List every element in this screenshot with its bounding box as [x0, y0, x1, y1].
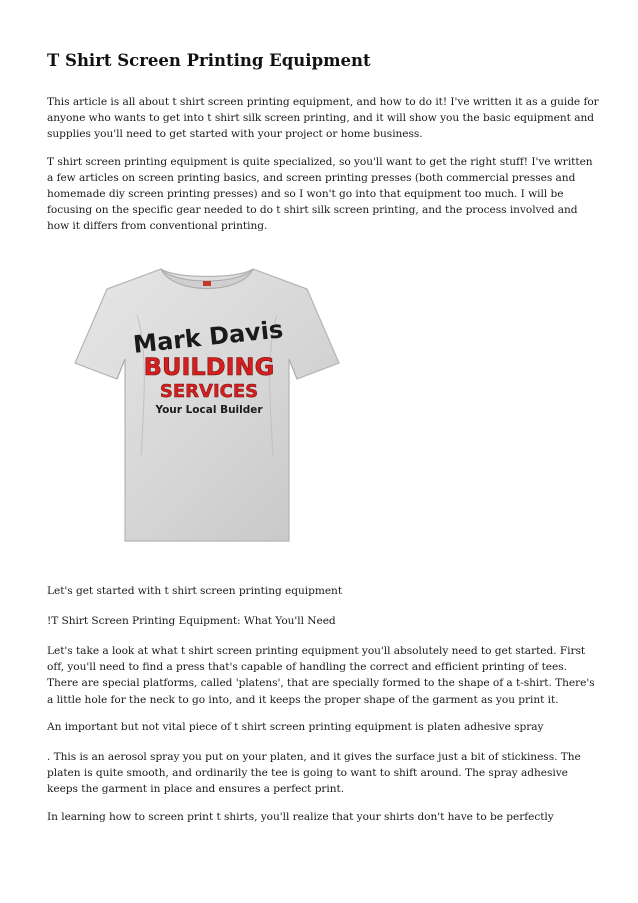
equipment-paragraph: T shirt screen printing equipment is quite specialized, so you'll want to get the right stuff! I've written a few articles on screen printing basics, and screen printing presses (both commercial presses and homemade diy screen printing presses) and so I won't go into that equipment too much. I will be focusing on the specific gear needed to do t shirt silk screen printing, and the process involved and how it differs from conventional printing. — [47, 155, 593, 233]
print-line-name: Mark Davis — [131, 314, 285, 359]
intro-paragraph: This article is all about t shirt screen printing equipment, and how to do it! I've written it as a guide for anyone who wants to get into t shirt silk screen printing, and it will show you the basic equipment and supplies you'll need to get started with your project or home business. — [47, 96, 599, 141]
learning-paragraph: In learning how to screen print t shirts, you'll realize that your shirts don't have to be perfectly — [47, 810, 554, 823]
platen-paragraph: Let's take a look at what t shirt screen printing equipment you'll absolutely need to get started. First off, you'll need to find a press that's capable of handling the correct and efficient printing of tees. There are special platforms, called 'platens', that are specially formed to the shape of a t-shirt. There's a little hole for the neck to go into, and it keeps the proper shape of the garment as you print it. — [47, 645, 595, 706]
intro-getstarted: Let's get started with t shirt screen printing equipment — [47, 584, 343, 597]
section-heading: !T Shirt Screen Printing Equipment: What You'll Need — [47, 614, 336, 627]
adhesive-intro: An important but not vital piece of t shirt screen printing equipment is platen adhesive spray — [47, 720, 544, 733]
page-title: T Shirt Screen Printing Equipment — [47, 51, 371, 70]
tshirt-graphic — [57, 255, 357, 555]
adhesive-paragraph: . This is an aerosol spray you put on your platen, and it gives the surface just a bit of stickiness. The platen is quite smooth, and ordinarily the tee is going to want to shift around. The spray adhesive keeps the garment in place and ensures a perfect print. — [47, 751, 581, 796]
document-page — [47, 50, 599, 836]
tshirt-image — [57, 255, 357, 555]
print-line-building: BUILDING — [143, 352, 275, 381]
print-line-services: SERVICES — [159, 380, 259, 402]
print-line-tagline: Your Local Builder — [155, 403, 263, 416]
